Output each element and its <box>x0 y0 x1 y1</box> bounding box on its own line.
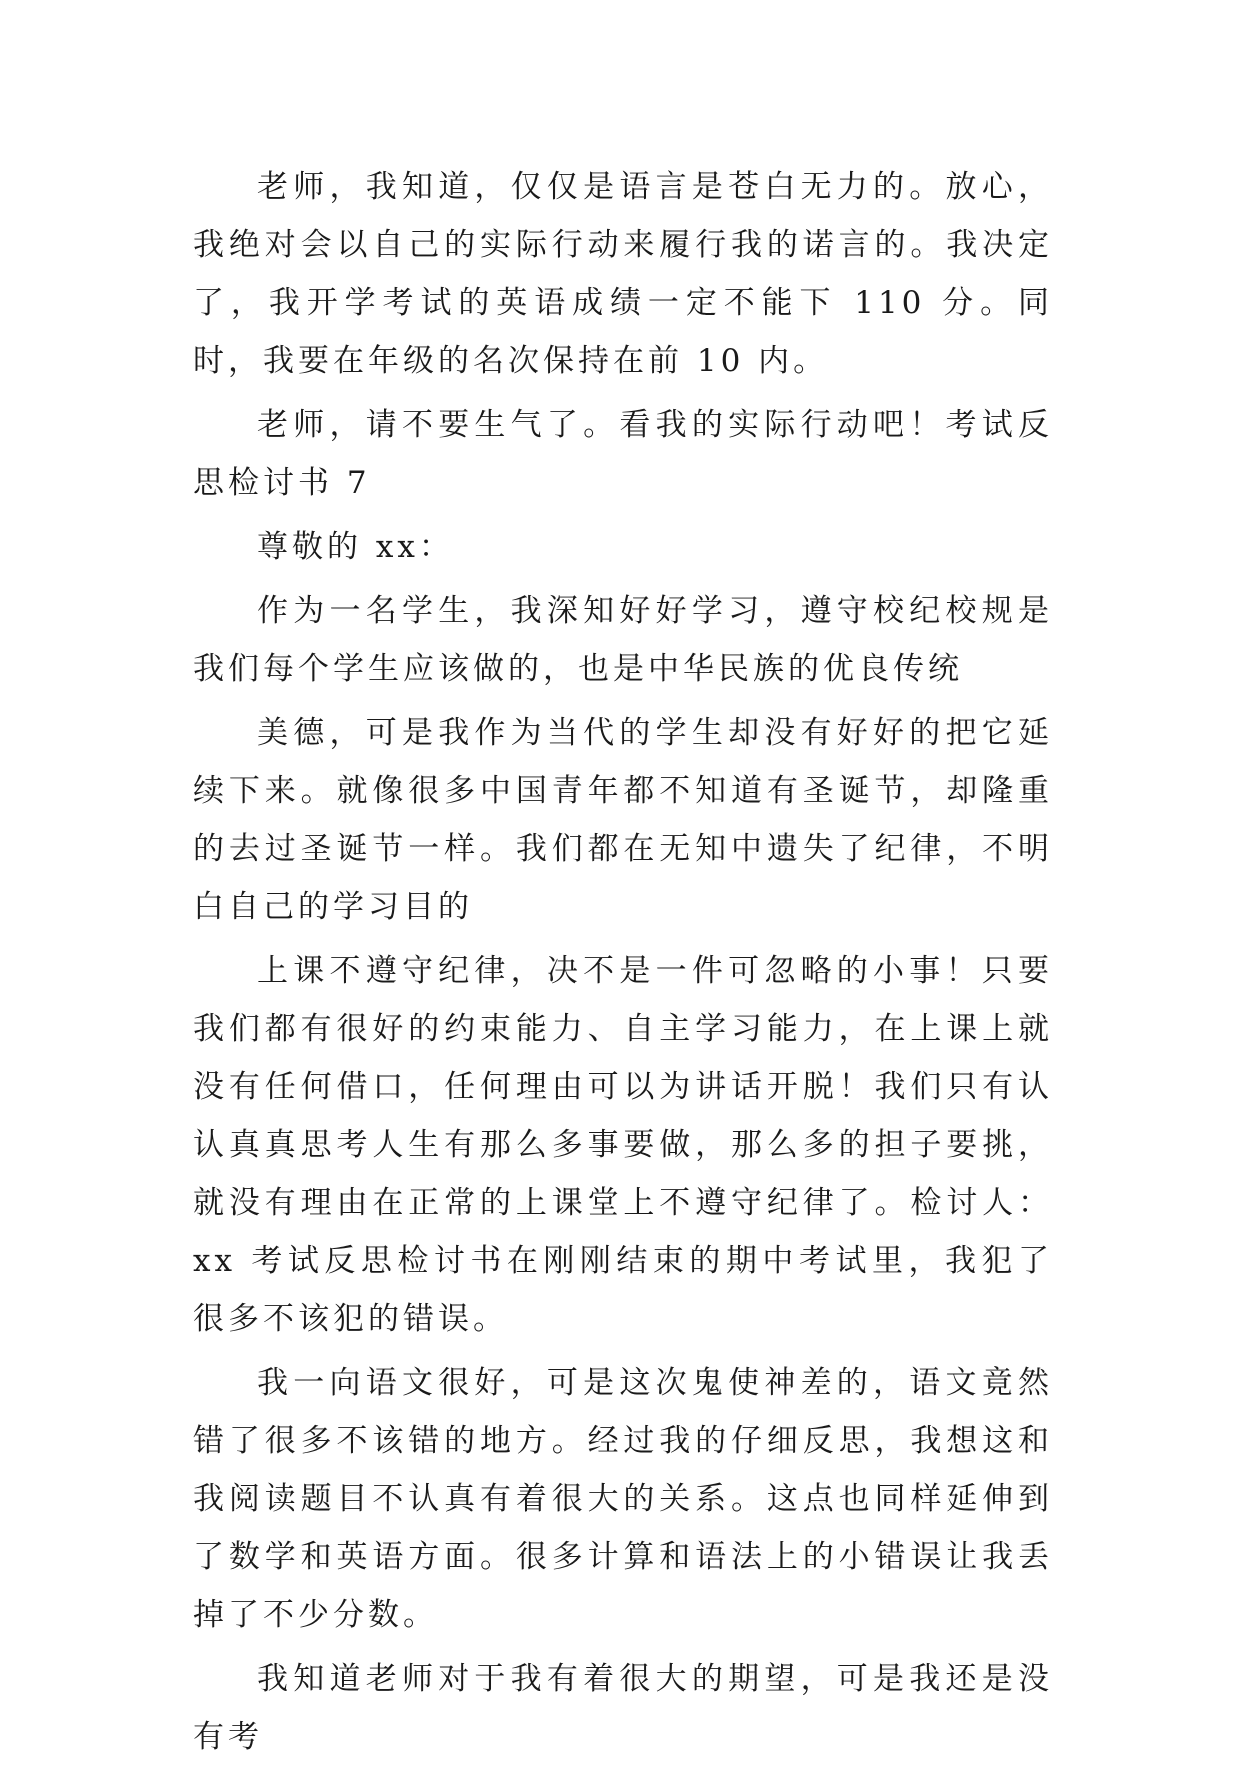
paragraph: 我知道老师对于我有着很大的期望，可是我还是没有考 <box>193 1661 1053 1755</box>
paragraph: 作为一名学生，我深知好好学习，遵守校纪校规是我们每个学生应该做的，也是中华民族的优良传统 <box>193 593 1053 687</box>
paragraph: 美德，可是我作为当代的学生却没有好好的把它延续下来。就像很多中国青年都不知道有圣诞节，却隆重的去过圣诞节一样。我们都在无知中遗失了纪律，不明白自己的学习目的 <box>193 715 1053 925</box>
paragraph: 老师，请不要生气了。看我的实际行动吧！考试反思检讨书 7 <box>193 407 1053 501</box>
paragraph: 我一向语文很好，可是这次鬼使神差的，语文竟然错了很多不该错的地方。经过我的仔细反思，我想这和我阅读题目不认真有着很大的关系。这点也同样延伸到了数学和英语方面。很多计算和语法上的小错误让我丢掉了不少分数。 <box>193 1365 1053 1633</box>
paragraph: 老师，我知道，仅仅是语言是苍白无力的。放心，我绝对会以自己的实际行动来履行我的诺言的。我决定了，我开学考试的英语成绩一定不能下 110 分。同时，我要在年级的名次保持在前 10 内。 <box>193 169 1053 379</box>
paragraph: 上课不遵守纪律，决不是一件可忽略的小事！只要我们都有很好的约束能力、自主学习能力，在上课上就没有任何借口，任何理由可以为讲话开脱！我们只有认认真真思考人生有那么多事要做，那么多的担子要挑，就没有理由在正常的上课堂上不遵守纪律了。检讨人：xx 考试反思检讨书在刚刚结束的期中考试里，我犯了很多不该犯的错误。 <box>193 953 1053 1337</box>
salutation: 尊敬的 xx： <box>257 529 454 565</box>
document-body <box>193 158 1053 1766</box>
